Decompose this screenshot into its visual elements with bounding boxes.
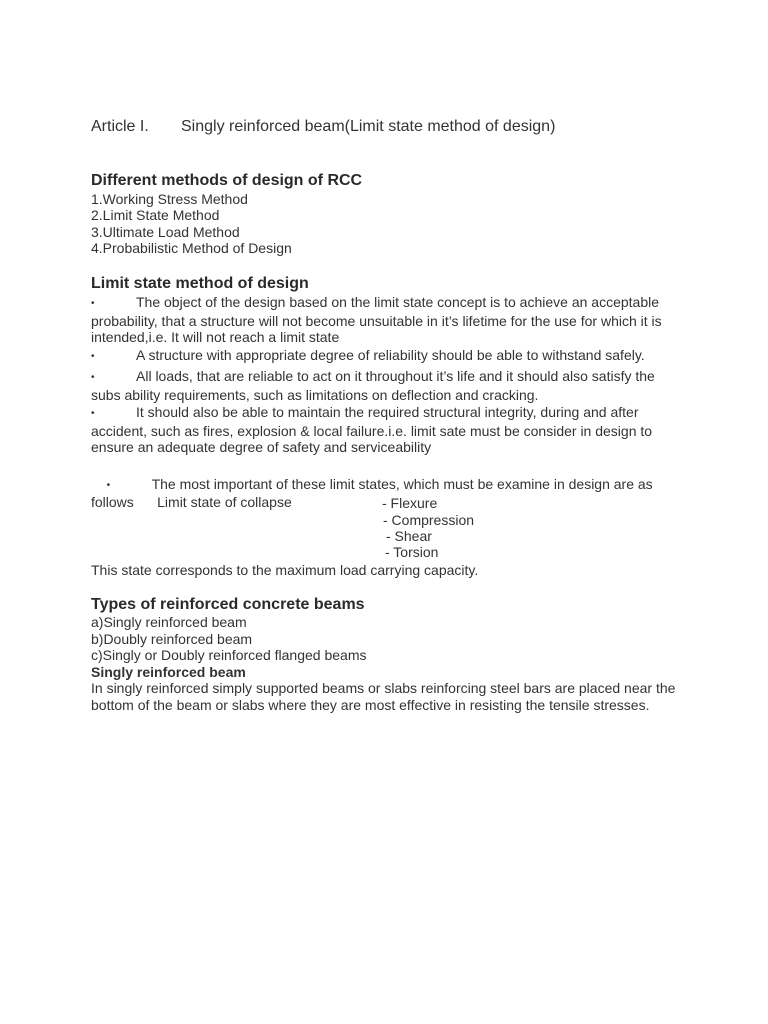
bullet-icon: • bbox=[106, 479, 111, 491]
beam-type-item: a)Singly reinforced beam bbox=[91, 614, 247, 630]
collapse-mode: - Shear bbox=[386, 528, 432, 544]
article-title: Singly reinforced beam(Limit state method of design) bbox=[181, 118, 556, 135]
bullet-icon: • bbox=[91, 408, 95, 419]
limit-state-heading: Limit state method of design bbox=[91, 275, 309, 292]
methods-item: 4.Probabilistic Method of Design bbox=[91, 240, 292, 256]
bullet-text: The object of the design based on the limit state concept is to achieve an acceptable probability, that a structure will not become unsuitable in it’s lifetime for the use for which it is intended,i.e. It will not reach a limit state bbox=[91, 294, 662, 345]
beam-type-item: c)Singly or Doubly reinforced flanged beams bbox=[91, 647, 367, 663]
methods-heading: Different methods of design of RCC bbox=[91, 172, 363, 189]
collapse-mode: - Torsion bbox=[385, 544, 439, 560]
bullet-icon: • bbox=[91, 372, 95, 383]
bullet-text: It should also be able to maintain the required structural integrity, during and after accident, such as fires, explosion & local failure.i.e. limit sate must be consider in design to ensure an adequate degree of safety and serviceability bbox=[91, 404, 653, 455]
methods-item: 2.Limit State Method bbox=[91, 207, 220, 223]
limit-state-bullet bbox=[91, 347, 681, 366]
limit-state-bullet bbox=[91, 294, 681, 346]
bullet-icon: • bbox=[91, 351, 95, 362]
bullet-icon: • bbox=[91, 298, 95, 309]
beam-type-item: b)Doubly reinforced beam bbox=[91, 631, 253, 647]
bullet-text: The most important of these limit states, which must be examine in design are as follows Limit state of collapse bbox=[91, 475, 657, 510]
methods-item: 3.Ultimate Load Method bbox=[91, 224, 240, 240]
singly-reinforced-subheading: Singly reinforced beam bbox=[91, 664, 246, 680]
limit-state-bullet bbox=[91, 404, 681, 456]
bullet-text: All loads, that are reliable to act on it throughout it’s life and it should also satisfy the subs ability requirements, such as limitations on deflection and cracking. bbox=[91, 368, 655, 403]
methods-item: 1.Working Stress Method bbox=[91, 191, 248, 207]
limit-state-bullet bbox=[91, 368, 681, 403]
bullet-text: A structure with appropriate degree of reliability should be able to withstand safely. bbox=[136, 347, 645, 363]
article-heading bbox=[91, 118, 555, 136]
collapse-mode: - Compression bbox=[383, 512, 475, 528]
article-number: Article I. bbox=[91, 118, 149, 135]
limit-state-closing: This state corresponds to the maximum load carrying capacity. bbox=[91, 562, 479, 578]
beam-types-heading: Types of reinforced concrete beams bbox=[91, 596, 365, 613]
collapse-mode: - Flexure bbox=[382, 495, 438, 511]
singly-reinforced-paragraph: In singly reinforced simply supported beams or slabs reinforcing steel bars are placed near the bottom of the beam or slabs where they are most effective in resisting the tensile stresses. bbox=[91, 680, 676, 713]
